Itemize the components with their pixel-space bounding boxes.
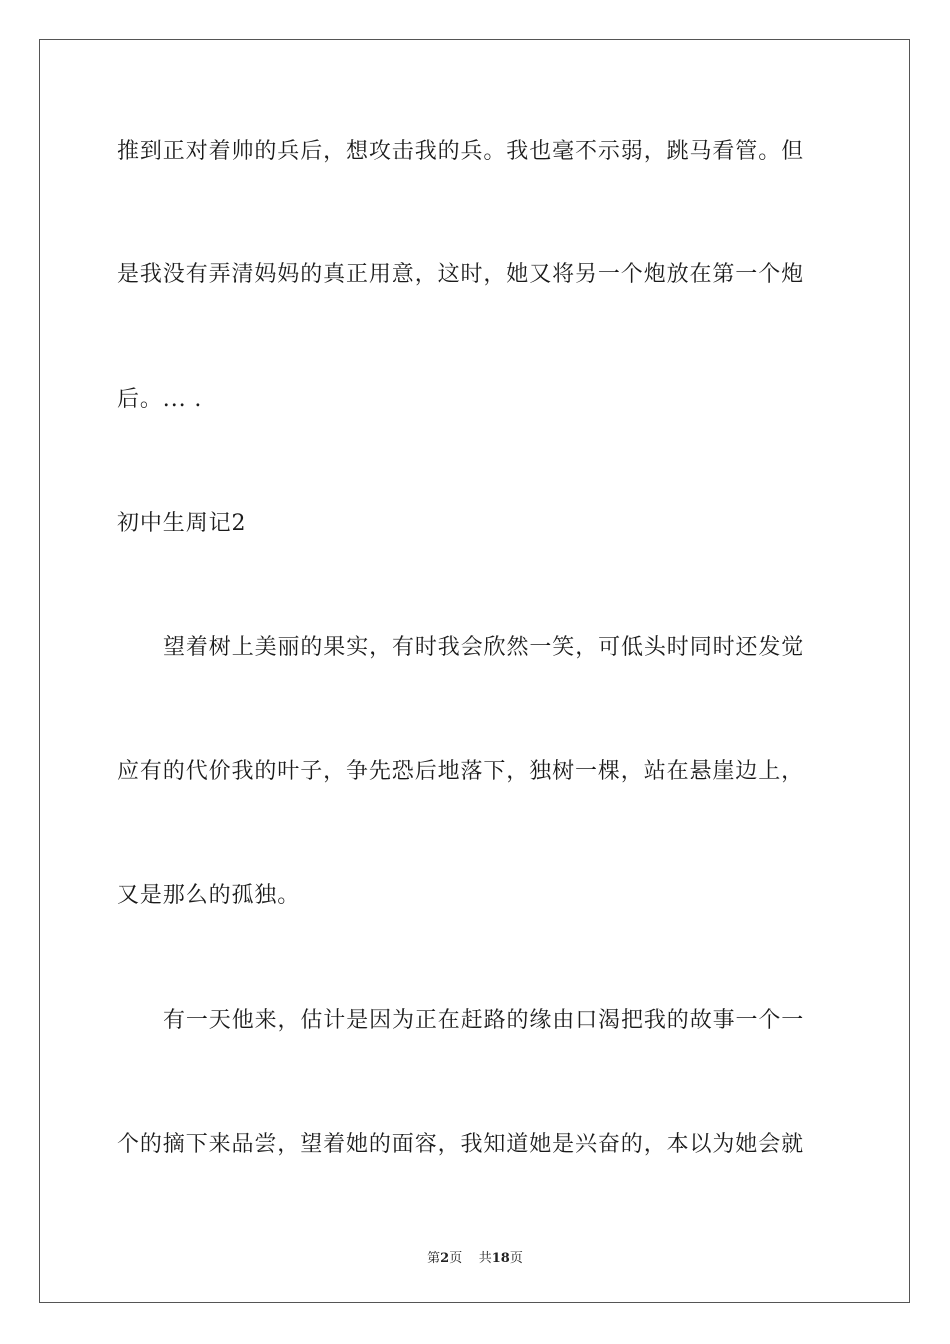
body-line-5: 应有的代价我的叶子，争先恐后地落下，独树一棵，站在悬崖边上， [117,759,805,784]
page-suffix: 页 [449,1251,463,1266]
total-prefix: 共 [478,1251,492,1266]
body-line-3: 后。... . [117,387,203,412]
body-line-7: 有一天他来，估计是因为正在赶路的缘由口渴把我的故事一个一 [163,1008,805,1033]
total-suffix: 页 [509,1251,523,1266]
page-number: 2 [440,1251,450,1266]
page-frame [39,39,910,1303]
body-line-4: 望着树上美丽的果实，有时我会欣然一笑，可低头时同时还发觉 [163,635,805,660]
page-footer [0,1247,950,1266]
body-line-6: 又是那么的孤独。 [117,883,301,908]
body-line-1: 推到正对着帅的兵后，想攻击我的兵。我也毫不示弱，跳马看管。但 [117,139,805,164]
page-prefix: 第 [427,1251,441,1266]
body-line-8: 个的摘下来品尝，望着她的面容，我知道她是兴奋的，本以为她会就 [117,1132,805,1157]
section-heading: 初中生周记2 [117,511,247,536]
body-line-2: 是我没有弄清妈妈的真正用意，这时，她又将另一个炮放在第一个炮 [117,262,805,287]
total-pages: 18 [491,1251,510,1266]
